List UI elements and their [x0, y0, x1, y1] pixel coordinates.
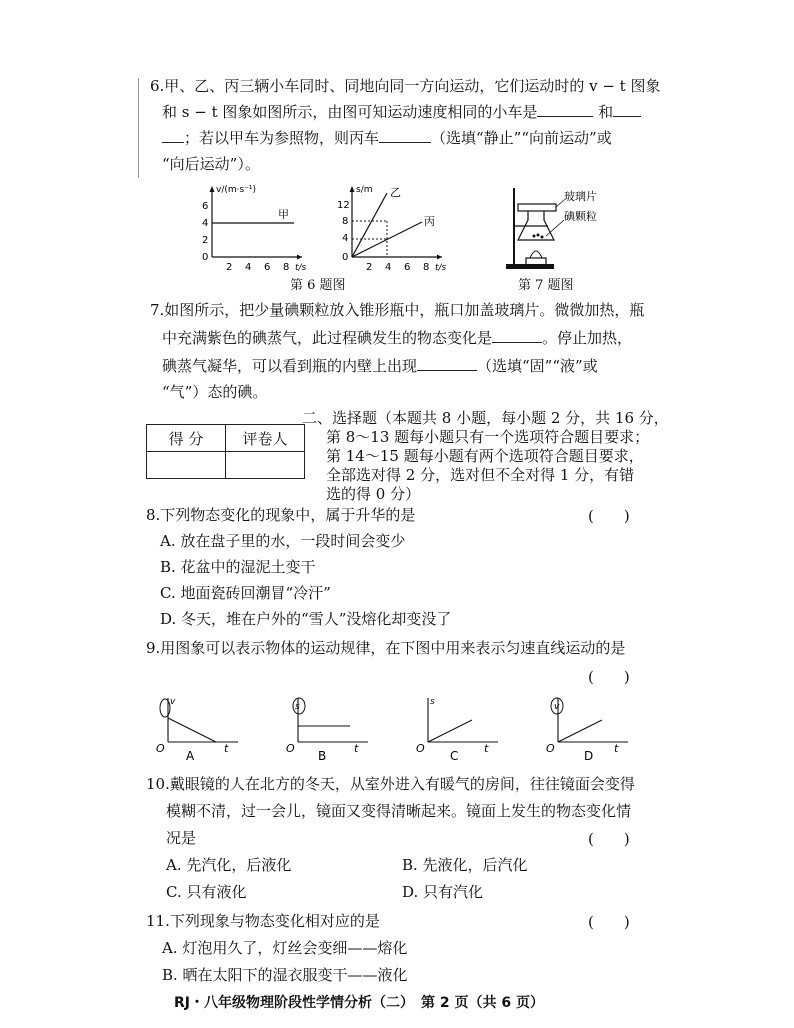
option-b[interactable]: B. 晒在太阳下的湿衣服变干——液化 — [162, 966, 408, 984]
st-xtick: 8 — [423, 262, 430, 273]
svg-text:v: v — [554, 702, 560, 712]
q8-stem: 8.下列物态变化的现象中，属于升华的是 — [146, 506, 416, 524]
st-ytick: 0 — [342, 252, 349, 263]
st-ylabel: s/m — [356, 185, 373, 195]
q7-blank-2[interactable] — [417, 356, 477, 371]
fig7-label: 玻璃片 — [564, 190, 597, 203]
svg-text:s: s — [430, 697, 435, 707]
st-series-yi — [352, 193, 387, 257]
score-header: 得 分 — [147, 425, 226, 452]
grader-cell[interactable] — [226, 452, 305, 479]
option-c[interactable]: C. 只有液化 — [166, 883, 247, 901]
svg-text:t: t — [484, 742, 489, 755]
grader-header: 评卷人 — [226, 425, 305, 452]
graph-a-line — [168, 718, 216, 742]
svg-text:O: O — [286, 742, 295, 755]
q6-blank-3[interactable] — [379, 128, 431, 143]
graph-b — [280, 690, 375, 762]
vt-series-label: 甲 — [278, 208, 289, 221]
graph-letter: B — [318, 749, 327, 762]
option-d[interactable]: D. 冬天，堆在户外的“雪人”没熔化却变没了 — [160, 610, 452, 628]
vt-ytick: 4 — [202, 218, 209, 229]
fig7-label: 碘颗粒 — [564, 210, 597, 223]
st-xtick: 6 — [404, 262, 411, 273]
st-ytick: 8 — [342, 216, 349, 227]
figure-7-apparatus — [500, 180, 620, 272]
st-xlabel: t/s — [435, 263, 447, 273]
option-a[interactable]: A. 放在盘子里的水，一段时间会变少 — [160, 532, 406, 550]
q7-line2: 中充满紫色的碘蒸气，此过程碘发生的物态变化是 。停止加热， — [162, 329, 633, 347]
q6-blank-2b[interactable] — [162, 128, 184, 143]
vt-xtick: 8 — [283, 262, 290, 273]
vt-xlabel: t/s — [295, 263, 307, 273]
option-b[interactable]: B. 花盆中的湿泥土变干 — [160, 558, 316, 576]
answer-paren[interactable]: ( ) — [588, 668, 630, 686]
q9-stem: 9.用图象可以表示物体的运动规律，在下图中用来表示匀速直线运动的是 — [146, 639, 626, 657]
graph-a — [150, 690, 245, 762]
graph-letter: C — [450, 749, 459, 762]
answer-paren[interactable]: ( ) — [588, 507, 630, 525]
page-footer: RJ・八年级物理阶段性学情分析（二） 第 2 页（共 6 页） — [174, 995, 544, 1011]
svg-text:s: s — [295, 702, 300, 712]
vt-ytick: 6 — [202, 201, 209, 212]
vt-xtick: 4 — [245, 262, 252, 273]
svg-text:O: O — [156, 742, 165, 755]
option-a[interactable]: A. 先汽化，后液化 — [166, 856, 292, 874]
answer-paren[interactable]: ( ) — [588, 913, 630, 931]
svg-text:t: t — [224, 742, 229, 755]
q6-line4: “向后运动”）。 — [162, 155, 260, 173]
svg-text:O: O — [546, 742, 555, 755]
option-b[interactable]: B. 先液化，后汽化 — [402, 856, 528, 874]
flame-icon — [530, 251, 542, 258]
glass-plate — [518, 204, 556, 211]
q7-line4: “气”）态的碘。 — [162, 383, 268, 401]
graph-letter: A — [186, 749, 195, 762]
option-d[interactable]: D. 只有汽化 — [402, 883, 484, 901]
st-series-label: 丙 — [424, 215, 435, 228]
q6-blank-1[interactable] — [537, 102, 593, 117]
answer-paren[interactable]: ( ) — [588, 830, 630, 848]
st-series-label: 乙 — [390, 186, 401, 199]
graph-d — [540, 690, 635, 762]
vt-xtick: 2 — [226, 262, 233, 273]
st-ytick: 12 — [337, 200, 350, 211]
vt-ytick: 2 — [202, 235, 209, 246]
score-table — [146, 424, 305, 479]
q6-line2: 和 s − t 图象如图所示，由图可知运动速度相同的小车是 和 — [162, 102, 641, 122]
q7-line1: 7.如图所示，把少量碘颗粒放入锥形瓶中，瓶口加盖玻璃片。微微加热，瓶 — [150, 301, 645, 319]
vt-xtick: 6 — [264, 262, 271, 273]
st-xtick: 4 — [385, 262, 392, 273]
score-cell[interactable] — [147, 452, 226, 479]
vt-ylabel: v/(m·s⁻¹) — [216, 185, 257, 195]
graph-d-line — [558, 720, 602, 742]
caption-figure-6: 第 6 题图 — [290, 278, 346, 293]
caption-figure-7: 第 7 题图 — [518, 278, 574, 293]
option-c[interactable]: C. 地面瓷砖回潮冒“冷汗” — [160, 584, 331, 602]
q6-line1: 6.甲、乙、丙三辆小车同时、同地向同一方向运动，它们运动时的 v − t 图象 — [150, 77, 661, 95]
st-series-bing — [352, 222, 422, 257]
graph-c-line — [428, 720, 472, 742]
st-xtick: 2 — [366, 262, 373, 273]
margin-rule — [138, 78, 139, 178]
graph-letter: D — [584, 749, 594, 762]
vt-ytick: 0 — [202, 252, 209, 263]
q7-blank-1[interactable] — [492, 328, 542, 343]
option-a[interactable]: A. 灯泡用久了，灯丝会变细——熔化 — [162, 939, 408, 957]
q6-blank-2a[interactable] — [613, 102, 641, 117]
svg-text:t: t — [614, 742, 619, 755]
svg-text:t: t — [354, 742, 359, 755]
figure-6-st-graph — [330, 182, 450, 274]
graph-c — [410, 690, 505, 762]
q7-line3: 碘蒸气凝华，可以看到瓶的内壁上出现 （选填“固”“液”或 — [162, 357, 598, 375]
q6-line3: ；若以甲车为参照物，则丙车 （选填“静止”“向前运动”或 — [162, 128, 612, 148]
svg-text:v: v — [170, 697, 176, 707]
svg-text:O: O — [416, 742, 425, 755]
st-ytick: 4 — [342, 233, 349, 244]
figure-6-vt-graph — [190, 182, 310, 274]
